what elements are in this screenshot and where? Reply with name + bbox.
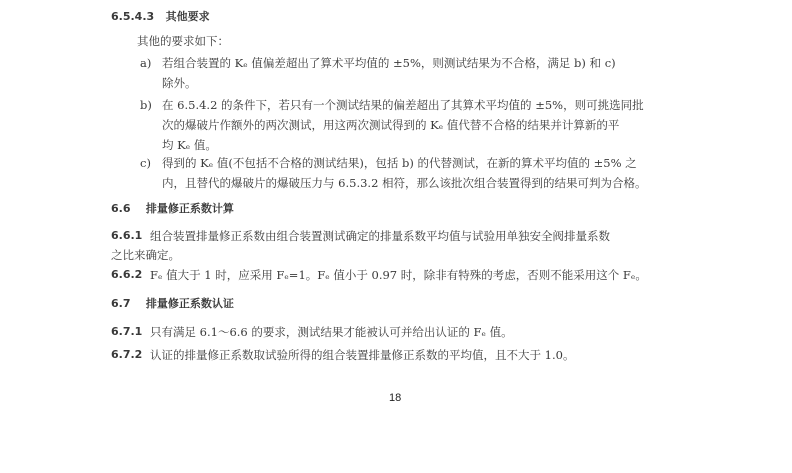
section-661-number: 6.6.1 — [111, 229, 143, 242]
item-a-text — [162, 53, 616, 93]
text-line: 内，且替代的爆破片的爆破压力与 6.5.3.2 相符，那么该批次组合装置得到的结果可判为合格。 — [162, 176, 647, 190]
section-66-heading — [111, 202, 234, 216]
section-671-text: 只有满足 6.1～6.6 的要求，测试结果才能被认可并给出认证的 Fₑ 值。 — [150, 325, 513, 339]
item-c-text — [162, 153, 647, 193]
text-line: 次的爆破片作额外的两次测试，用这两次测试得到的 Kₑ 值代替不合格的结果并计算新的平 — [162, 118, 620, 132]
text-line: 在 6.5.4.2 的条件下，若只有一个测试结果的偏差超出了其算术平均值的 ±5%，则可挑选同批 — [162, 98, 644, 112]
text-line: 组合装置排量修正系数由组合装置测试确定的排量系数平均值与试验用单独安全阀排量系数 — [150, 229, 610, 243]
section-671-number: 6.7.1 — [111, 325, 143, 338]
section-number: 6.5.4.3 — [111, 10, 155, 23]
section-67-heading — [111, 297, 234, 311]
text-line: 得到的 Kₑ 值(不包括不合格的测试结果)，包括 b) 的代替测试，在新的算术平均值的 ±5% 之 — [162, 156, 637, 170]
section-6543-heading — [111, 10, 210, 24]
item-b-label: b) — [140, 98, 152, 112]
intro-text: 其他的要求如下： — [137, 34, 229, 48]
section-661-text — [150, 226, 610, 246]
item-b-text — [162, 95, 644, 155]
section-title: 其他要求 — [165, 10, 210, 23]
section-title: 排量修正系数认证 — [145, 297, 234, 310]
section-number: 6.7 — [111, 297, 131, 310]
item-a-label: a) — [140, 56, 152, 70]
text-line: 若组合装置的 Kₑ 值偏差超出了算术平均值的 ±5%，则测试结果为不合格，满足 b) 和 c) — [162, 56, 616, 70]
item-c-label: c) — [140, 156, 151, 170]
text-line: 均 Kₑ 值。 — [162, 138, 217, 152]
section-662-text: Fₑ 值大于 1 时，应采用 Fₑ=1。Fₑ 值小于 0.97 时，除非有特殊的考虑，否则不能采用这个 Fₑ。 — [150, 268, 647, 282]
section-662-number: 6.6.2 — [111, 268, 143, 281]
section-661-continuation — [111, 245, 180, 265]
text-line: 之比来确定。 — [111, 248, 180, 262]
section-672-text: 认证的排量修正系数取试验所得的组合装置排量修正系数的平均值，且不大于 1.0。 — [150, 348, 575, 362]
text-line: 除外。 — [162, 76, 197, 90]
section-672-number: 6.7.2 — [111, 348, 143, 361]
section-title: 排量修正系数计算 — [145, 202, 234, 215]
section-number: 6.6 — [111, 202, 131, 215]
page-number: 18 — [389, 392, 402, 404]
